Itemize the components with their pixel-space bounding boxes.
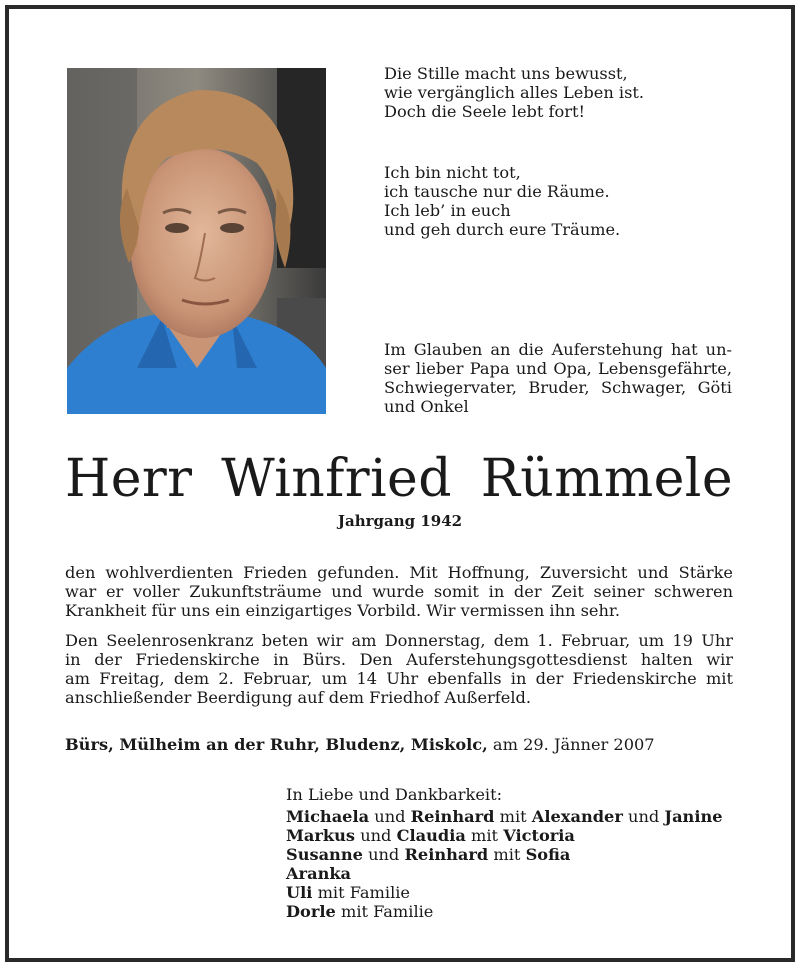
poem-line: wie vergänglich alles Leben ist.: [384, 83, 645, 102]
connector: mit: [470, 826, 499, 845]
signature-row: [286, 826, 723, 845]
poem-line: Doch die Seele lebt fort!: [384, 102, 586, 121]
signatures: [286, 785, 723, 921]
connector: mit: [493, 845, 521, 864]
connector: und: [368, 845, 400, 864]
paragraph-line: Krankheit für uns ein einzigartiges Vorbild. Wir vermissen ihn sehr.: [65, 601, 621, 620]
signer-name: Susanne: [286, 845, 363, 864]
paragraph-line: am Freitag, dem 2. Februar, um 14 Uhr ebenfalls in der Friedenskirche mit: [65, 669, 733, 688]
connector: und: [628, 807, 660, 826]
poem-line: Ich leb’ in euch: [384, 201, 511, 220]
poem-line: Die Stille macht uns bewusst,: [384, 64, 628, 83]
signature-row: [286, 902, 723, 921]
intro-line: Schwiegervater, Bruder, Schwager, Göti: [384, 378, 732, 397]
signatures-heading: In Liebe und Dankbarkeit:: [286, 785, 503, 804]
poem-stanza-2: [384, 163, 620, 239]
signer-name: Michaela: [286, 807, 370, 826]
poem-line: und geh durch eure Träume.: [384, 220, 621, 239]
connector: mit: [499, 807, 527, 826]
poem-line: Ich bin nicht tot,: [384, 163, 521, 182]
signature-row: [286, 883, 723, 902]
signer-name: Sofia: [525, 845, 571, 864]
signature-row: [286, 845, 723, 864]
paragraph-line: anschließender Beerdigung auf dem Friedhof Außerfeld.: [65, 688, 532, 707]
signer-name: Aranka: [286, 864, 352, 883]
signer-name: Janine: [664, 807, 723, 826]
signer-name: Reinhard: [410, 807, 495, 826]
poem-line: ich tausche nur die Räume.: [384, 182, 610, 201]
paragraph-2: [65, 631, 733, 707]
date: am 29. Jänner 2007: [492, 735, 655, 754]
intro-line: ser lieber Papa und Opa, Lebensgefährte,: [384, 359, 732, 378]
connector: und: [374, 807, 406, 826]
connector: mit Familie: [317, 883, 410, 902]
poem-stanza-1: [384, 64, 644, 121]
place-and-date: [65, 735, 655, 754]
intro-line: Im Glauben an die Auferstehung hat un-: [384, 340, 732, 359]
birth-year: Jahrgang 1942: [337, 512, 463, 530]
paragraph-line: in der Friedenskirche in Bürs. Den Auferstehungsgottesdienst halten wir: [65, 650, 733, 669]
deceased-name: Herr Winfried Rümmele: [65, 449, 733, 509]
paragraph-line: war er voller Zukunftsträume und wurde somit in der Zeit seiner schweren: [65, 582, 733, 601]
intro-text: [384, 340, 732, 416]
signature-row: [286, 864, 723, 883]
signature-row: [286, 807, 723, 826]
intro-line: und Onkel: [384, 397, 469, 416]
paragraph-line: Den Seelenrosenkranz beten wir am Donnerstag, dem 1. Februar, um 19 Uhr: [65, 631, 733, 650]
signer-name: Uli: [286, 883, 313, 902]
paragraph-line: den wohlverdienten Frieden gefunden. Mit Hoffnung, Zuversicht und Stärke: [65, 563, 733, 582]
paragraph-1: [65, 563, 733, 620]
signer-name: Dorle: [286, 902, 336, 921]
signer-name: Markus: [286, 826, 356, 845]
portrait-photo: [67, 68, 326, 414]
signer-name: Alexander: [531, 807, 623, 826]
place-names: Bürs, Mülheim an der Ruhr, Bludenz, Miskolc,: [65, 735, 488, 754]
connector: mit Familie: [340, 902, 434, 921]
signer-name: Claudia: [396, 826, 466, 845]
signer-name: Reinhard: [404, 845, 489, 864]
signer-name: Victoria: [503, 826, 575, 845]
connector: und: [360, 826, 392, 845]
